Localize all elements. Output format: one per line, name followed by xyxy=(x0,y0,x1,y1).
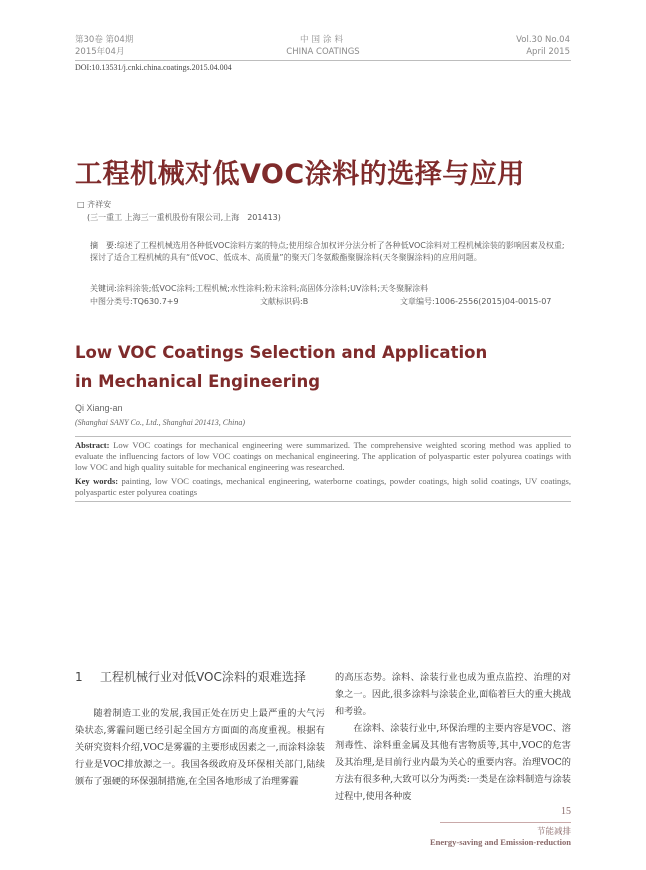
paragraph-continued: 的高压态势。涂料、涂装行业也成为重点监控、治理的对象之一。因此,很多涂料与涂装企业,面临着巨大的重大挑战和考验。 xyxy=(335,672,571,717)
journal-name-cn: 中国涂料 xyxy=(299,35,346,45)
header-volume-cn: 第30卷 第04期 xyxy=(75,35,134,45)
body-left-column xyxy=(75,705,325,790)
keywords-cn xyxy=(90,283,570,295)
keywords-cn-text: 涂料涂装;低VOC涂料;工程机械;水性涂料;粉末涂料;高固体分涂料;UV涂料;天冬聚脲涂料 xyxy=(116,284,429,293)
paragraph: 随着制造工业的发展,我国正处在历史上最严重的大气污染状态,雾霾问题已经引起全国方方面面的高度重视。根据有关研究资料介绍,VOC是雾霾的主要形成因素之一,而涂料涂装行业是VOC排放源之一。我国各级政府及环保相关部门,陆续颁布了强硬的环保强制措施,在全国各地形成了治理雾霾 xyxy=(75,708,325,787)
abstract-en-text: Low VOC coatings for mechanical engineering were summarized. The comprehensive weighted scoring method was applied to evaluate the influencing factors of low VOC coatings on mechanical engineering. The application of polyaspartic ester polyurea coatings with low VOC and high quality suitable for mechanical engineering was researched. xyxy=(75,440,571,472)
affiliation-en: (Shanghai SANY Co., Ltd., Shanghai 201413, China) xyxy=(75,418,246,427)
header-volume-en: Vol.30 No.04 xyxy=(516,35,570,45)
author-en: Qi Xiang-an xyxy=(75,403,123,413)
keywords-en xyxy=(75,476,571,498)
header-left xyxy=(75,34,195,58)
footer-section-cn: 节能减排 xyxy=(536,827,571,837)
keywords-cn-label: 关键词: xyxy=(90,284,117,293)
header-center xyxy=(248,34,398,58)
header-date-en: April 2015 xyxy=(526,47,570,57)
paragraph: 在涂料、涂装行业中,环保治理的主要内容是VOC、溶剂毒性、涂料重金属及其他有害物质等,其中,VOC的危害及其治理,是目前行业内最为关心的重要内容。治理VOC的方法有很多种,大致可以分为两类:一类是在涂料制造与涂装过程中,使用各种废 xyxy=(335,723,571,802)
journal-name-en: CHINA COATINGS xyxy=(286,47,360,57)
section-number: 1 xyxy=(75,670,83,684)
body-right-column xyxy=(335,669,571,805)
keywords-en-label: Key words: xyxy=(75,476,119,486)
affiliation-cn: (三一重工 上海三一重机股份有限公司,上海 201413) xyxy=(87,213,281,222)
footer-section-en: Energy-saving and Emission-reduction xyxy=(429,837,571,847)
title-cn: 工程机械对低VOC涂料的选择与应用 xyxy=(75,159,525,190)
keywords-en-text: painting, low VOC coatings, mechanical engineering, waterborne coatings, powder coatings, high solid coatings, UV coatings, polyaspartic ester polyurea coatings xyxy=(75,476,571,497)
page-number: 15 xyxy=(561,806,571,817)
section-title: 工程机械行业对低VOC涂料的艰难选择 xyxy=(100,670,306,684)
header-rule xyxy=(75,60,571,61)
title-en: Low VOC Coatings Selection and Application in Mechanical Engineering xyxy=(75,343,488,391)
abstract-en xyxy=(75,440,571,473)
abstract-en-label: Abstract: xyxy=(75,440,110,450)
abstract-cn-text: 综述了工程机械选用各种低VOC涂料方案的特点;使用综合加权评分法分析了各种低VOC涂料对工程机械涂装的影响因素及权重;探讨了适合工程机械的具有“低VOC、低成本、高质量”的聚天门冬氨酸酯聚脲涂料(天冬聚脲涂料)的应用问题。 xyxy=(90,241,565,262)
abstract-cn xyxy=(90,240,570,264)
abstract-bottom-rule xyxy=(75,501,571,502)
header-right xyxy=(470,34,570,58)
abstract-top-rule xyxy=(75,436,571,437)
doc-code: 文献标识码:B xyxy=(260,297,309,306)
footer-rule xyxy=(440,822,571,823)
doi: DOI:10.13531/j.cnki.china.coatings.2015.04.004 xyxy=(75,63,232,72)
clc-number: 中图分类号:TQ630.7+9 xyxy=(90,297,179,306)
header-date-cn: 2015年04月 xyxy=(75,47,125,57)
abstract-cn-label: 摘 要: xyxy=(90,241,117,250)
author-cn: □ 齐祥安 xyxy=(77,200,112,209)
article-number: 文章编号:1006-2556(2015)04-0015-07 xyxy=(400,297,552,306)
